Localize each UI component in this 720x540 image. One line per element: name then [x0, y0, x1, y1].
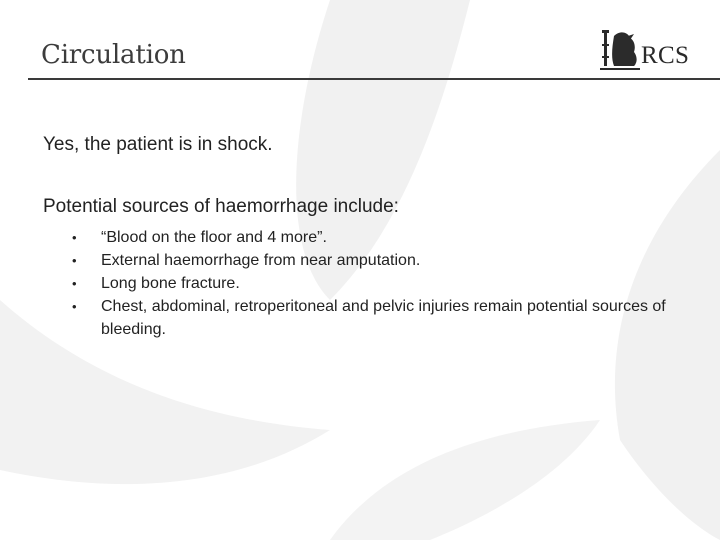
- bullet-icon: •: [72, 253, 77, 268]
- watermark-swoosh-right: [615, 150, 720, 540]
- watermark-swoosh-bottom: [330, 420, 600, 540]
- haemorrhage-sources-list: [72, 226, 692, 341]
- list-item: [72, 295, 692, 341]
- title-divider: [28, 78, 720, 80]
- slide-title: Circulation: [41, 40, 186, 70]
- list-item-text: Chest, abdominal, retroperitoneal and pelvic injuries remain potential sources of bleeding.: [101, 298, 666, 338]
- list-item: [72, 226, 692, 249]
- rcs-logo-text: RCS: [641, 42, 690, 69]
- bullet-icon: •: [72, 299, 77, 314]
- list-item-text: External haemorrhage from near amputation.: [101, 252, 421, 269]
- bullet-icon: •: [72, 276, 77, 291]
- shock-statement: Yes, the patient is in shock.: [43, 134, 273, 155]
- list-heading: Potential sources of haemorrhage include:: [43, 196, 399, 217]
- list-item-text: “Blood on the floor and 4 more”.: [101, 229, 327, 246]
- list-item: [72, 249, 692, 272]
- bullet-icon: •: [72, 230, 77, 245]
- list-item-text: Long bone fracture.: [101, 275, 240, 292]
- list-item: [72, 272, 692, 295]
